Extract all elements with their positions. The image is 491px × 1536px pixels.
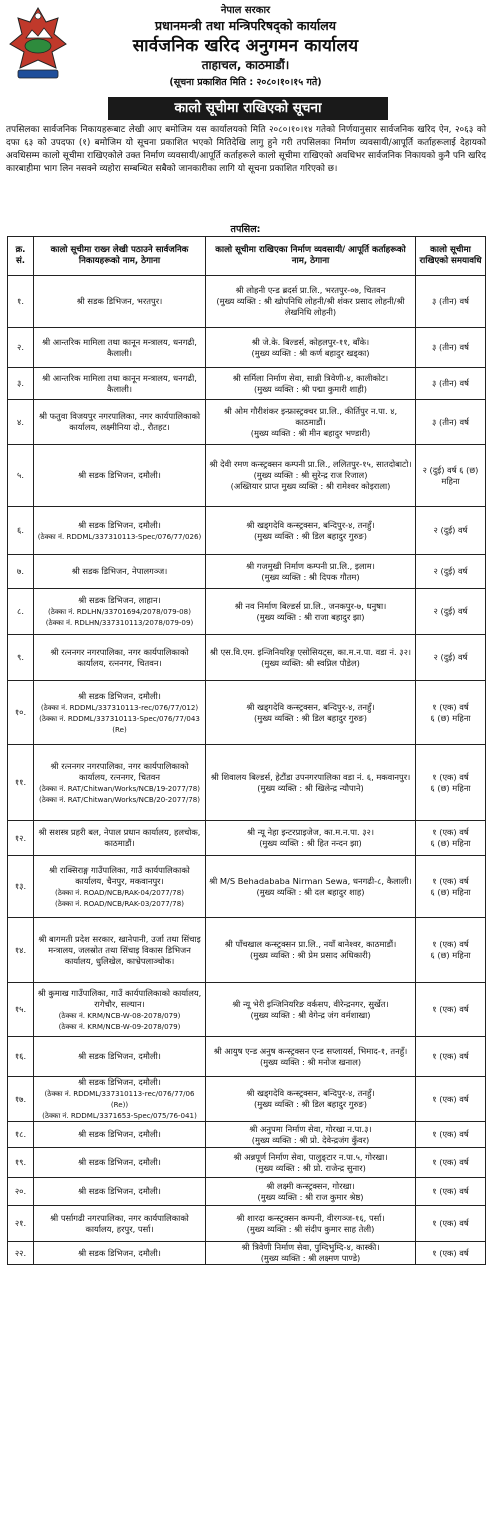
row-duration <box>416 555 486 589</box>
table-row <box>8 745 486 821</box>
row-firm-line: श्री शारदा कन्स्ट्रक्सन कम्पनी, वीरगञ्ज-१६, पर्सा। <box>236 1212 385 1223</box>
row-organization-line: (ठेक्का नं. RDDML/337310113-Spec/076/77/026) <box>37 531 202 541</box>
row-organization <box>34 276 206 328</box>
row-organization-line: (ठेक्का नं. RAT/Chitwan/Works/NCB/19-2077/78) <box>38 783 201 793</box>
table-row <box>8 1122 486 1148</box>
row-duration-line: ६ (छ) महिना <box>430 712 471 723</box>
row-organization-line: श्री बागमती प्रदेश सरकार, खानेपानी, उर्जा तथा सिंचाइ मन्त्रालय, जलस्रोत तथा सिंचाइ विकास डिभिजन कार्यालय, धुलिखेल, काभ्रेपलाञ्चोक। <box>38 933 201 966</box>
row-duration <box>416 368 486 400</box>
row-duration <box>416 1122 486 1148</box>
row-duration <box>416 856 486 918</box>
row-duration <box>416 1178 486 1206</box>
row-duration <box>416 1037 486 1077</box>
row-duration <box>416 983 486 1037</box>
table-row <box>8 1148 486 1178</box>
row-organization <box>34 1148 206 1178</box>
row-duration-line: १ (एक) वर्ष <box>432 827 469 837</box>
row-firm <box>206 400 416 445</box>
row-organization <box>34 918 206 983</box>
header <box>0 0 491 95</box>
row-duration-line: २ (दुई) वर्ष ६ (छ) महिना <box>422 464 479 486</box>
table-row <box>8 821 486 856</box>
row-firm <box>206 821 416 856</box>
header-org: कालो सूचीमा राख्न लेखी पठाउने सार्वजनिक निकायहरूको नाम, ठेगाना <box>34 237 206 276</box>
table-header-row <box>8 237 486 276</box>
row-firm-line: (मुख्य व्यक्ति : श्री मीन बहादुर भण्डारी) <box>250 427 371 438</box>
table-row <box>8 1178 486 1206</box>
row-duration-line: १ (एक) वर्ष <box>432 701 469 712</box>
row-duration-line: २ (दुई) वर्ष <box>433 525 468 535</box>
table-row <box>8 328 486 368</box>
row-firm-line: श्री ओम गौरीशंकर इन्फ्रास्ट्रक्चर प्रा.लि., कीर्तिपुर न.पा. ४, काठमाडौं। <box>223 405 398 427</box>
row-organization-line: (ठेक्का नं. RDDML/337310113-rec/076/77/012) <box>40 702 199 712</box>
row-firm <box>206 368 416 400</box>
table-row <box>8 635 486 681</box>
table-row <box>8 983 486 1037</box>
row-organization-line: श्री सडक डिभिजन, दमौली। <box>78 470 161 480</box>
row-firm-line: श्री नव निर्माण बिल्डर्स प्रा.लि., जनकपुर-७, धनुषा। <box>234 600 387 611</box>
row-duration <box>416 1242 486 1265</box>
row-firm <box>206 445 416 507</box>
row-organization <box>34 856 206 918</box>
table-row <box>8 276 486 328</box>
row-duration-line: २ (दुई) वर्ष <box>433 606 468 616</box>
row-duration-line: १ (एक) वर्ष <box>432 1093 469 1104</box>
row-organization <box>34 589 206 635</box>
row-organization-line: श्री सडक डिभिजन, दमौली। <box>78 1247 161 1258</box>
row-firm <box>206 328 416 368</box>
row-organization <box>34 1242 206 1265</box>
row-duration-line: १ (एक) वर्ष <box>432 939 469 949</box>
table-row <box>8 1037 486 1077</box>
row-organization-line: श्री सडक डिभिजन, लाहान। <box>78 595 161 605</box>
row-serial: ५. <box>8 445 34 507</box>
row-serial: २. <box>8 328 34 368</box>
row-firm-line: (मुख्य व्यक्ति : श्री राजा बहादुर झा) <box>256 611 365 622</box>
row-organization-line: (ठेक्का नं. KRM/NCB-W-08-2078/079) <box>58 1010 181 1020</box>
row-organization-line: श्री रत्ननगर नगरपालिका, नगर कार्यपालिकाको कार्यालय, रत्ननगर, चितवन। <box>50 646 189 668</box>
row-organization-line: (ठेक्का नं. RDLHN/33701694/2078/079-08) <box>48 607 191 616</box>
row-organization <box>34 635 206 681</box>
row-duration <box>416 328 486 368</box>
header-sn: क्र. सं. <box>8 237 34 276</box>
row-firm <box>206 555 416 589</box>
office-ppmo-name: सार्वजनिक खरिद अनुगमन कार्यालय <box>132 36 359 56</box>
row-duration <box>416 681 486 745</box>
row-firm <box>206 276 416 328</box>
row-organization <box>34 1037 206 1077</box>
row-organization-line: श्री पर्सागढी नगरपालिका, नगर कार्यपालिकाको कार्यालय, हरपुर, पर्सा। <box>50 1212 189 1234</box>
row-organization-line: (ठेक्का नं. RDDML/337310113-Spec/076/77/043 (Re) <box>39 713 200 734</box>
row-duration-line: १ (एक) वर्ष <box>432 1247 469 1258</box>
row-duration-line: २ (दुई) वर्ष <box>433 652 468 662</box>
row-serial: ६. <box>8 507 34 555</box>
row-firm-line: (मुख्य व्यक्ति : श्री प्रेम प्रसाद अधिकारी) <box>250 950 371 960</box>
table-row <box>8 507 486 555</box>
intro-paragraph: तपसिलका सार्वजनिक निकायहरूबाट लेखी आए बमोजिम यस कार्यालयको मिति २०८०।१०।१४ गतेको निर्णयानुसार सार्वजनिक खरिद ऐन, २०६३ को दफा ६३ को उपदफा (१) बमोजिम यो सूचना प्रकाशित भएको मितिदेखि लागु हुने गरी तपसिलका निर्माण व्यवसायी/आपूर्ति कर्ताहरूलाई देहायको अवधिसम्म कालो सूचीमा राखिएकोले उक्त निर्माण व्यवसायी/आपूर्ति कर्ताहरूले कालो सूचीमा राखिएको अवधिभर सार्वजनिक निकायको कुनै पनि खरिद कारबाहीमा भाग लिन नसक्ने व्यहोरा सम्बन्धित सबैको जानकारीका लागि यो सूचना प्रकाशित गरिएको छ। <box>6 125 486 175</box>
row-organization-line: श्री आन्तरिक मामिला तथा कानून मन्त्रालय, धनगढी, कैलाली। <box>42 336 197 358</box>
row-firm-line: श्री शिवालय बिल्डर्स, हेटौंडा उपनगरपालिका वडा नं. ६, मकवानपुर। <box>210 771 411 782</box>
row-organization-line: (ठेक्का नं. RDDML/337310113-rec/076/77/06 (Re)) <box>44 1089 195 1109</box>
row-serial: ३. <box>8 368 34 400</box>
row-duration <box>416 589 486 635</box>
row-organization-line: श्री सडक डिभिजन, नेपालगञ्ज। <box>71 566 168 576</box>
row-duration-line: १ (एक) वर्ष <box>432 1051 469 1061</box>
notice-title: कालो सूचीमा राखिएको सूचना <box>108 97 388 120</box>
row-duration <box>416 400 486 445</box>
row-serial: १६. <box>8 1037 34 1077</box>
row-organization-line: श्री आन्तरिक मामिला तथा कानून मन्त्रालय, धनगढी, कैलाली। <box>42 372 197 394</box>
row-firm-line: श्री गजमुखी निर्माण कम्पनी प्रा.लि., इलाम। <box>246 560 375 571</box>
table-row <box>8 555 486 589</box>
row-organization-line: श्री सडक डिभिजन, दमौली। <box>78 1186 161 1196</box>
row-organization-line: श्री सडक डिभिजन, दमौली। <box>78 690 161 701</box>
row-duration-line: १ (एक) वर्ष <box>432 1157 469 1167</box>
row-firm-line: श्री अन्नपूर्ण निर्माण सेवा, पालुङ्टार न.पा.५, गोरखा। <box>233 1151 388 1162</box>
row-firm-line: (मुख्य व्यक्ति : श्री मनोज खनाल) <box>259 1056 362 1067</box>
row-duration <box>416 635 486 681</box>
row-serial: १९. <box>8 1148 34 1178</box>
row-serial: ९. <box>8 635 34 681</box>
row-serial: १७. <box>8 1077 34 1122</box>
row-organization <box>34 681 206 745</box>
row-serial: ४. <box>8 400 34 445</box>
row-duration-line: ३ (तीन) वर्ष <box>432 296 469 306</box>
row-firm <box>206 918 416 983</box>
table-row <box>8 368 486 400</box>
row-firm-line: (अख्तियार प्राप्त मुख्य व्यक्ति : श्री रामेश्वर कोइराला) <box>230 481 391 491</box>
row-serial: १४. <box>8 918 34 983</box>
row-organization <box>34 1077 206 1122</box>
government-name: नेपाल सरकार <box>220 5 271 16</box>
row-duration-line: १ (एक) वर्ष <box>432 875 469 886</box>
row-organization-line: श्री सशस्त्र प्रहरी बल, नेपाल प्रधान कार्यालय, हलचोक, काठमाडौं। <box>38 827 201 848</box>
row-serial: १०. <box>8 681 34 745</box>
row-serial: २२. <box>8 1242 34 1265</box>
row-organization-line: श्री सडक डिभिजन, दमौली। <box>78 1129 161 1139</box>
row-firm-line: (मुख्य व्यक्ति : श्री प्रो. राजेन्द्र सुनार) <box>255 1162 366 1173</box>
row-firm-line: श्री खड्गदेवि कन्स्ट्रक्सन, बन्दिपुर-४, तनहुँ। <box>246 1088 375 1098</box>
row-firm-line: (मुख्य व्यक्ति : श्री डिल बहादुर गुरुङ) <box>254 712 367 723</box>
row-duration-line: ६ (छ) महिना <box>430 782 471 793</box>
row-duration-line: १ (एक) वर्ष <box>432 1129 469 1139</box>
office-pm-name: प्रधानमन्त्री तथा मन्त्रिपरिषद्को कार्यालय <box>155 18 336 33</box>
row-firm <box>206 1148 416 1178</box>
table-row <box>8 400 486 445</box>
row-firm-line: श्री आयुष एन्ड अनुष कन्स्ट्रक्सन एन्ड सप्लायर्स, भिमाद-१, तनहुँ। <box>213 1045 408 1056</box>
row-organization-line: (ठेक्का नं. ROAD/NCB/RAK-03/2077/78) <box>55 898 184 908</box>
row-firm-line: श्री लक्ष्मी कन्स्ट्रक्सन, गोरखा। <box>266 1180 355 1191</box>
row-firm-line: श्री त्रिवेणी निर्माण सेवा, पुम्दिभुम्दि-४, कास्की। <box>241 1242 380 1252</box>
row-duration-line: १ (एक) वर्ष <box>432 1186 469 1196</box>
row-serial: २०. <box>8 1178 34 1206</box>
table-row <box>8 1077 486 1122</box>
row-firm-line: (मुख्य व्यक्ति : श्री हित नन्दन झा) <box>259 838 362 848</box>
row-firm <box>206 856 416 918</box>
row-duration-line: ६ (छ) महिना <box>430 838 471 848</box>
row-firm-line: श्री पाँचखाल कन्स्ट्रक्सन प्रा.लि., नयाँ बानेश्वर, काठमाडौं। <box>224 939 397 949</box>
row-firm-line: (मुख्य व्यक्ति : श्री पद्मा कुमारी शाही) <box>253 383 368 394</box>
row-organization-line: श्री सडक डिभिजन, दमौली। <box>78 1077 161 1087</box>
row-serial: १. <box>8 276 34 328</box>
row-organization <box>34 400 206 445</box>
row-serial: १२. <box>8 821 34 856</box>
row-organization <box>34 368 206 400</box>
row-firm <box>206 589 416 635</box>
row-firm-line: श्री खड्गदेवि कन्स्ट्रक्सन, बन्दिपुर-४, तनहुँ। <box>246 701 375 712</box>
row-firm-line: (मुख्य व्यक्ति : श्री खोपनिधि लोहनी/श्री शंकर प्रसाद लोहनी/श्री लेखनिधि लोहनी) <box>216 296 405 317</box>
row-duration <box>416 1148 486 1178</box>
row-firm-line: श्री अनुपमा निर्माण सेवा, गोरखा न.पा.३। <box>249 1123 372 1134</box>
row-serial: ७. <box>8 555 34 589</box>
row-organization <box>34 1122 206 1148</box>
row-firm-line: (मुख्य व्यक्ति : श्री वेगेन्द्र जंग वर्मशाखा) <box>250 1009 371 1020</box>
row-duration-line: ३ (तीन) वर्ष <box>432 342 469 352</box>
row-serial: ११. <box>8 745 34 821</box>
office-address: ताहाचल, काठमाडौं। <box>201 58 290 72</box>
row-serial: १५. <box>8 983 34 1037</box>
row-serial: ८. <box>8 589 34 635</box>
row-organization-line: श्री कुमाख गाउँपालिका, गाउँ कार्यपालिकाको कार्यालय, रागेचौर, सल्यान। <box>37 987 202 1009</box>
row-firm-line: श्री न्यू नेहा इन्टरप्राइजेज, का.म.न.पा. ३२। <box>246 827 375 837</box>
row-firm-line: (मुख्य व्यक्ति : श्री दल बहादुर शाह) <box>256 886 365 897</box>
row-organization-line: श्री सडक डिभिजन, दमौली। <box>78 1051 161 1061</box>
row-duration <box>416 1206 486 1242</box>
row-firm <box>206 745 416 821</box>
row-organization <box>34 745 206 821</box>
blacklist-table <box>7 236 486 1265</box>
row-organization-line: श्री सडक डिभिजन, भरतपुर। <box>76 296 163 306</box>
row-duration <box>416 745 486 821</box>
row-organization-line: श्री फतुवा विजयपुर नगरपालिका, नगर कार्यपालिकाको कार्यालय, लक्ष्मीनिया दो., रौतहट। <box>38 411 201 432</box>
row-duration-line: ३ (तीन) वर्ष <box>432 416 469 427</box>
row-organization <box>34 328 206 368</box>
row-firm-line: श्री देवी रमण कन्स्ट्रक्सन कम्पनी प्रा.लि., ललितपुर-१५, सातदोबाटो। <box>209 459 412 469</box>
row-firm-line: (मुख्य व्यक्ति : श्री संदीप कुमार साह तेली) <box>246 1223 375 1234</box>
row-firm <box>206 1122 416 1148</box>
table-row <box>8 1242 486 1265</box>
row-duration-line: १ (एक) वर्ष <box>432 1004 469 1014</box>
row-organization <box>34 1178 206 1206</box>
row-organization-line: (ठेक्का नं. KRM/NCB-W-09-2078/079) <box>58 1021 181 1031</box>
table-row <box>8 445 486 507</box>
row-firm-line: (मुख्य व्यक्ति : श्री डिल बहादुर गुरुङ) <box>254 1099 367 1109</box>
row-firm-line: श्री न्यू भेरी इन्जिनियरिङ वर्कसप, वीरेन्द्रनगर, सुर्खेत। <box>232 998 389 1009</box>
table-row <box>8 856 486 918</box>
row-duration-line: ६ (छ) महिना <box>430 950 471 960</box>
row-duration-line: ६ (छ) महिना <box>430 886 471 897</box>
row-organization <box>34 555 206 589</box>
row-duration <box>416 507 486 555</box>
row-firm-line: श्री जे.के. बिल्डर्स, कोहलपुर-११, बाँके। <box>251 336 370 347</box>
row-duration <box>416 445 486 507</box>
row-firm-line: श्री M/S Behadababa Nirman Sewa, धनगढी-८, कैलाली। <box>209 875 412 886</box>
row-duration-line: १ (एक) वर्ष <box>432 1218 469 1228</box>
row-firm-line: (मुख्य व्यक्ति : श्री खिलेन्द्र न्यौपाने) <box>257 782 364 793</box>
row-serial: १३. <box>8 856 34 918</box>
row-firm-line: (मुख्य व्यक्ति : श्री प्रो. देवेन्द्रजंग कुँवर) <box>251 1134 370 1145</box>
row-organization-line: श्री राक्सिराङ्ग गाउँपालिका, गाउँ कार्यपालिकाको कार्यालय, चैनपुर, मकवानपुर। <box>49 864 190 886</box>
publish-date: (सूचना प्रकाशित मिति : २०८०।१०।१५ गते) <box>169 77 322 88</box>
row-firm <box>206 635 416 681</box>
row-firm-line: (मुख्य व्यक्ति : श्री सुरेन्द्र राज रिजाल) <box>253 470 368 480</box>
row-organization <box>34 507 206 555</box>
row-duration <box>416 918 486 983</box>
header-firm: कालो सूचीमा राखिएका निर्माण व्यवसायी/ आपूर्ति कर्ताहरूको नाम, ठेगाना <box>206 237 416 276</box>
table-row <box>8 681 486 745</box>
row-firm <box>206 1077 416 1122</box>
row-firm-line: (मुख्य व्यक्ति : श्री लक्ष्मण पाण्डे) <box>260 1253 361 1263</box>
table-row <box>8 1206 486 1242</box>
row-organization-line: (ठेक्का नं. RAT/Chitwan/Works/NCB/20-2077/78) <box>38 794 201 804</box>
row-firm <box>206 1206 416 1242</box>
row-duration-line: १ (एक) वर्ष <box>432 771 469 782</box>
row-firm <box>206 681 416 745</box>
row-firm-line: श्री लोहनी एन्ड ब्रदर्स प्रा.लि., भरतपुर-०७, चितवन <box>235 285 386 295</box>
row-firm-line: श्री सर्मिला निर्माण सेवा, सान्नी त्रिवेणी-४, कालीकोट। <box>232 372 389 383</box>
row-organization <box>34 821 206 856</box>
row-serial: २१. <box>8 1206 34 1242</box>
row-duration-line: २ (दुई) वर्ष <box>433 566 468 576</box>
row-firm <box>206 1037 416 1077</box>
row-firm <box>206 983 416 1037</box>
row-firm-line: (मुख्य व्यक्ति : श्री डिल बहादुर गुरुङ) <box>254 530 367 541</box>
row-firm <box>206 1242 416 1265</box>
row-duration <box>416 276 486 328</box>
row-organization <box>34 1206 206 1242</box>
row-firm-line: (मुख्य व्यक्ति : श्री दिपक गौतम) <box>261 571 360 582</box>
row-firm-line: श्री खड्गदेवि कन्स्ट्रक्सन, बन्दिपुर-४, तनहुँ। <box>246 519 375 530</box>
row-organization-line: श्री रत्ननगर नगरपालिका, नगर कार्यपालिकाको कार्यालय, रत्ननगर, चितवन <box>50 760 189 782</box>
table-body <box>8 276 486 1265</box>
row-duration <box>416 821 486 856</box>
row-serial: १८. <box>8 1122 34 1148</box>
row-organization <box>34 983 206 1037</box>
row-firm-line: श्री एस.वि.एम. इन्जिनियरिङ्ग एसोसियट्स, का.म.न.पा. वडा नं. ३२। <box>209 646 412 657</box>
row-duration <box>416 1077 486 1122</box>
row-firm-line: (मुख्य व्यक्ति: श्री स्वप्निल पौडेल) <box>261 657 360 668</box>
table-row <box>8 589 486 635</box>
table-row <box>8 918 486 983</box>
row-organization-line: श्री सडक डिभिजन, दमौली। <box>78 519 161 530</box>
tapasil-label: तपसिल: <box>230 224 261 235</box>
row-organization-line: (ठेक्का नं. ROAD/NCB/RAK-04/2077/78) <box>55 887 184 897</box>
row-firm <box>206 507 416 555</box>
row-firm-line: (मुख्य व्यक्ति : श्री कर्ण बहादुर खड्का) <box>251 347 370 358</box>
row-organization <box>34 445 206 507</box>
row-organization-line: श्री सडक डिभिजन, दमौली। <box>78 1157 161 1167</box>
row-organization-line: (ठेक्का नं. RDLHN/337310113/2078/079-09) <box>45 618 194 627</box>
row-firm <box>206 1178 416 1206</box>
row-organization-line: (ठेक्का नं. RDDML/3371653-Spec/075/76-041) <box>42 1111 197 1120</box>
header-duration: कालो सूचीमा राखिएको समयावधि <box>416 237 486 276</box>
row-firm-line: (मुख्य व्यक्ति : श्री राज कुमार श्रेष्ठ) <box>257 1191 364 1202</box>
row-duration-line: ३ (तीन) वर्ष <box>432 378 469 388</box>
